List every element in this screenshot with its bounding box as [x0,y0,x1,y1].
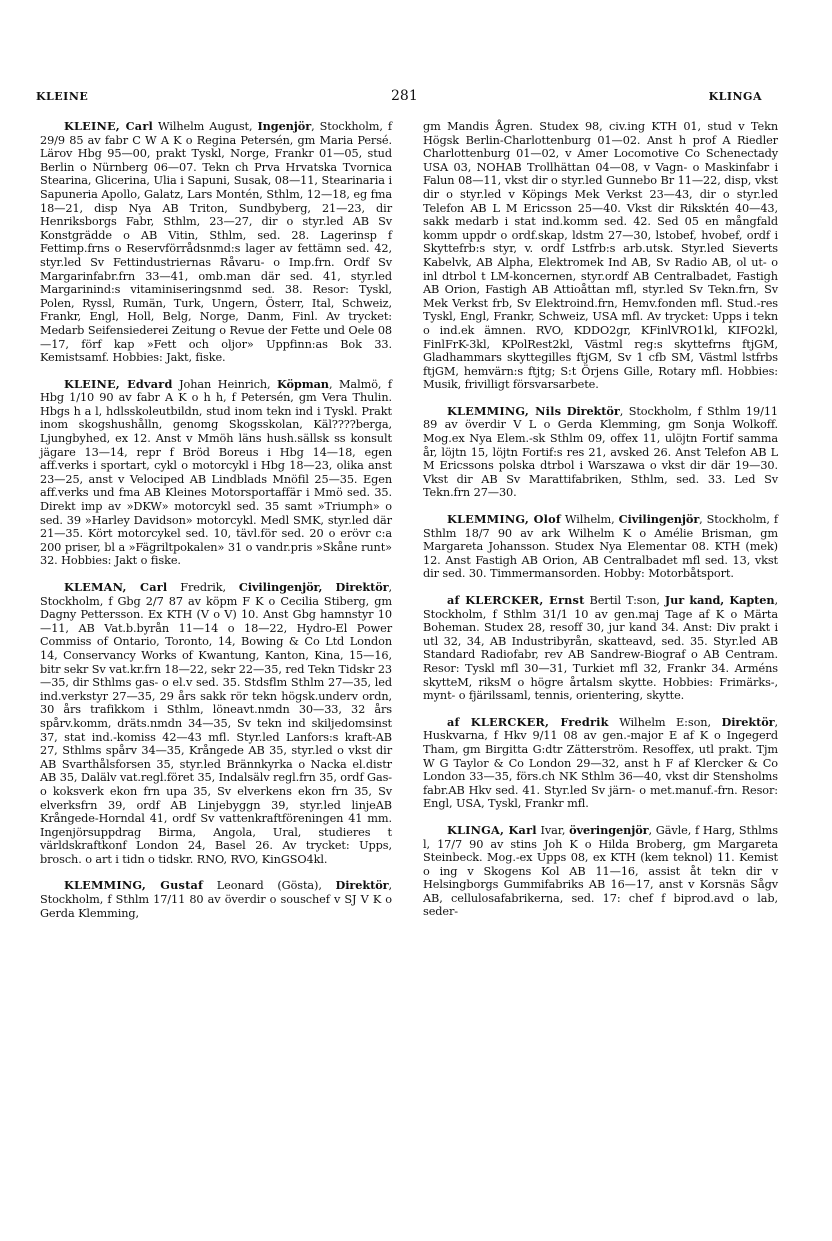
entry-title: Direktör [566,403,620,418]
entry-title: överingenjör [569,822,649,837]
entry-text: , Gävle, f Harg, Sthlms l, 17/7 90 av stins Joh K o Hilda Broberg, gm Margareta Steinbeck. Mog.-ex Upps 08, ex KTH (kem teknol) 11. Kemist o ing v Skogens Kol AB 11—16, assist åt tekn dir v Helsingborgs Gummifabriks AB 16—17, anst v Korsnäs Sågv AB, cellulosafabrikerna, sed. 17: chef f biprod.avd o lab, seder- [423,823,778,919]
biography-entry [423,405,778,500]
entry-given-names: Wilhelm August, [152,120,258,133]
entry-text: , Stockholm, f Sthlm 18/7 90 av ark Wilhelm K o Amélie Brisman, gm Margareta Johansson. Studex Nya Elementar 08. KTH (mek) 12. Anst Fastigh AB Orion, AB Centralbadet mfl sed. 13, vkst dir sed. 30. Timmermansorden. Hobby: Motorbåtsport. [423,513,778,581]
entry-given-names: Bertil T:son, [584,594,665,607]
entry-name: af KLERCKER, Ernst [447,593,585,607]
running-head-left: KLEINE [36,90,89,103]
entry-title: Köpman [277,376,329,391]
entry-name: af KLERCKER, Fredrik [447,714,609,729]
biography-entry [423,120,778,392]
running-head-right: KLINGA [708,90,762,103]
entry-given-names: Johan Heinrich, [172,377,278,391]
biography-entry [423,513,778,581]
entry-name: KLEMAN, Carl [64,580,168,594]
entry-name: KLEINE, Carl [64,119,153,133]
entry-title: Jur kand, Kapten [664,593,775,607]
entry-name: KLEMMING, Olof [447,512,561,527]
entry-text: , Stockholm, f Sthlm 17/11 80 av överdir o souschef v SJ V K o Gerda Klemming, [40,879,392,920]
page-number: 281 [391,88,418,104]
entry-given-names: Leonard (Gösta), [203,879,336,893]
entry-title: Civilingenjör, Direktör [238,580,389,594]
entry-title: Civilingenjör [618,512,700,527]
right-column [423,120,778,932]
entry-given-names: Fredrik, [167,581,239,594]
biography-entry [40,581,392,866]
entry-text: , Stockholm, f 29/9 85 av fabr C W A K o Regina Petersén, gm Maria Persé. Lärov Hbg 95—00, prakt Tyskl, Norge, Frankr 01—05, stud Berlin o Nürnberg 06—07. Tekn ch Prva Hrvatska Tvornica Stearina, Glicerina, Ulia i Sapuni, Susak, 08—11, Stearinaria i Sapuneria Apollo, Galatz, Lars Montén, Sthlm, 12—18, eg fma 18—21, disp Nya AB Triton, Sundbyberg, 21—23, dir Henriksborgs Fabr, Sthlm, 23—27, dir o styr.led AB Sv Konstgrädde o AB Vitin, Sthlm, sed. 28. Lagerinsp f Fettimp.frns o Reservförrådsnmd:s lager av fettämn sed. 42, styr.led Sv Fettindustriernas Råvaru- o Imp.frn. Ordf Sv Margarinfabr.frn 33—41, omb.man där sed. 41, styr.led Margarinind:s vitaminiseringsnmd sed. 38. Resor: Tyskl, Polen, Ryssl, Rumän, Turk, Ungern, Österr, Ital, Schweiz, Frankr, Engl, Holl, Belg, Norge, Danm, Finl. Av trycket: Medarb Seifensiederei Zeitung o Revue der Fette und Oele 08—17, förf kap »Fett och oljor» Uppfinn:as Bok 33. Kemistsamf. Hobbies: Jakt, fiske. [40,120,392,365]
entry-title: Direktör [335,878,389,893]
biography-entry [423,716,778,811]
entry-text: , Huskvarna, f Hkv 9/11 08 av gen.-major E af K o Ingegerd Tham, gm Birgitta G:dtr Zätterström. Resoffex, utl prakt. Tjm W G Taylor & Co London 29—32, anst h F af Klercker & Co London 33—35, förs.ch NK Sthlm 36—40, vkst dir Stensholms fabr.AB Hkv sed. 41. Styr.led Sv järn- o met.manuf.-frn. Resor: Engl, USA, Tyskl, Frankr mfl. [423,715,778,811]
entry-title: Ingenjör [257,119,312,133]
page-header [36,88,762,110]
entry-given-names: Ivar, [536,823,570,837]
biography-entry [40,120,392,365]
left-column [40,120,392,933]
biography-entry [40,879,392,920]
entry-text: , Stockholm, f Sthlm 19/11 89 av överdir V L o Gerda Klemming, gm Sonja Wolkoff. Mog.ex Nya Elem.-sk Sthlm 09, offex 11, ulöjtn Fortif samma år, löjtn 15, löjtn Fortif:s res 21, avsked 26. Anst Telefon AB L M Ericssons polska dtrbol i Warszawa o vkst dir där 19—30. Vkst dir AB Sv Marattifabriken, Sthlm, sed. 33. Led Sv Tekn.frn 27—30. [423,404,778,500]
biography-entry [40,378,392,568]
entry-text: gm Mandis Ågren. Studex 98, civ.ing KTH 01, stud v Tekn Högsk Berlin-Charlottenburg 01—02. Anst h prof A Riedler Charlottenburg 01—02, v Amer Locomotive Co Schenectady USA 03, NOHAB Trollhättan 04—08, v Vagn- o Maskinfabr i Falun 08—11, vkst dir o styr.led Gunnebo Br 11—22, disp, vkst dir o styr.led v Köpings Mek Verkst 23—43, dir o styr.led Telefon AB L M Ericsson 25—40. Vkst dir Riksktén 40—43, sakk medarb i stat ind.komm sed. 42. Sed 05 en mångfald komm uppdr o ordf.skap, ldstm 27—30, lstobef, hvobef, ordf i Skyttefrb:s styr, v. ordf Lstfrb:s arb.utsk. Styr.led Sieverts Kabelvk, AB Alpha, Elektromek Ind AB, Sv Radio AB, ol ut- o inl dtrbol t LM-koncernen, styr.ordf AB Centralbadet, Fastigh AB Orion, Fastigh AB Attioåttan mfl, styr.led Sv Tekn.frn, Sv Mek Verkst frb, Sv Elektroind.frn, Hemv.fonden mfl. Stud.-res Tyskl, Engl, Frankr, Schweiz, USA mfl. Av trycket: Upps i tekn o ind.ek ämnen. RVO, KDDO2gr, KFinlVRO1kl, KIFO2kl, FinlFrK-3kl, KPolRest2kl, Västml reg:s skyttefrns ftjGM, Gladhammars skyttegilles ftjGM, Sv 1 cfb SM, Västml lstfrbs ftjGM, hemvärn:s ftjtg; S:t Örjens Gille, Rotary mfl. Hobbies: Musik, frivilligt försvarsarbete. [423,120,778,392]
entry-given-names: Wilhelm, [560,513,619,527]
entry-name: KLEMMING, Nils [447,403,562,418]
entry-title: Direktör [721,714,775,729]
entry-name: KLINGA, Karl [447,822,537,837]
entry-text: , Malmö, f Hbg 1/10 90 av fabr A K o h h, f Petersén, gm Vera Thulin. Hbgs h a l, hdlsskoleutbildn, stud inom tekn ind i Tyskl. Prakt inom skogshushålln, genomg Skogsskolan, Käl????berga, Ljungbyhed, ex 12. Anst v Mmöh läns hush.sällsk ss konsult jägare 13—14, repr f Bröd Boreus i Hbg 14—18, egen aff.verks i sportart, cykl o motorcykl i Hbg 18—23, olika anst 23—25, anst v Velociped AB Lindblads Mnöfil 25—35. Egen aff.verks und fma AB Kleines Motorsportaffär i Mmö sed. 35. Direkt imp av »DKW» motorcykl sed. 35 samt »Triumph» o sed. 39 »Harley Davidson» motorcykl. Medl SMK, styr.led där 21—35. Kört motorcykel sed. 10, tävl.för sed. 20 o erövr c:a 200 priser, bl a »Fägriltpokalen» 31 o vandr.pris »Skåne runt» 32. Hobbies: Jakt o fiske. [40,377,392,568]
entry-given-names: Wilhelm E:son, [608,715,722,729]
entry-name: KLEMMING, Gustaf [64,878,204,893]
entry-name: KLEINE, Edvard [64,376,173,391]
entry-text: , Stockholm, f Gbg 2/7 87 av köpm F K o Cecilia Stiberg, gm Dagny Pettersson. Ex KTH (V o V) 10. Anst Gbg hamnstyr 10—11, AB Vat.b.byrån 11—14 o 18—22, Hydro-El Power Commiss of Ontario, Toronto, 14, Bowing & Co Ltd London 14, Conservancy Works of Kwantung, Kanton, Kina, 15—16, bitr sekr Sv vat.kr.frn 18—22, sekr 22—35, red Tekn Tidskr 23—35, dir Sthlms gas- o el.v sed. 35. Stdsflm Sthlm 27—35, led ind.verkstyr 27—35, 29 års sakk rör tekn högsk.underv ordn, 30 års trafikkom i Sthlm, löneavt.nmdn 30—33, 32 års spårv.komm, dräts.nmdn 34—35, Sv tekn ind skiljedomsinst 37, stat ind.-komiss 42—43 mfl. Styr.led Lanfors:s kraft-AB 27, Sthlms spårv 34—35, Krångede AB 35, styr.led o vkst dir AB Svarthålsforsen 35, styr.led Brännkyrka o Nacka el.distr AB 35, Dalälv vat.regl.föret 35, Indalsälv regl.frn 35, ordf Gas- o koksverk ekon frn upa 35, Sv elverkens ekon frn 35, Sv elverksfrn 39, ordf AB Linjebyggn 39, styr.led linjeAB Krångede-Horndal 41, ordf Sv vattenkraftföreningen 41 mm. Ingenjörsuppdrag Birma, Angola, Ural, studieres t världskraftkonf London 24, Basel 26. Av trycket: Upps, brosch. o art i tidn o tidskr. RNO, RVO, KinGSO4kl. [40,581,392,866]
entry-text: , Stockholm, f Sthlm 31/1 10 av gen.maj Tage af K o Märta Boheman. Studex 28, resoff 30, jur kand 34. Anst: Div prakt i utl 32, 34, AB Industribyrån, skatteavd, sed. 35. Styr.led AB Standard Radiofabr, rev AB Sandrew-Biograf o AB Centram. Resor: Tyskl mfl 30—31, Turkiet mfl 32, Frankr 34. Arméns skytteM, riksM o högre årtalsm skytte. Hobbies: Frimärks-, mynt- o fjärilssaml, tennis, orientering, skytte. [423,594,778,703]
biography-entry [423,594,778,703]
biography-entry [423,824,778,919]
